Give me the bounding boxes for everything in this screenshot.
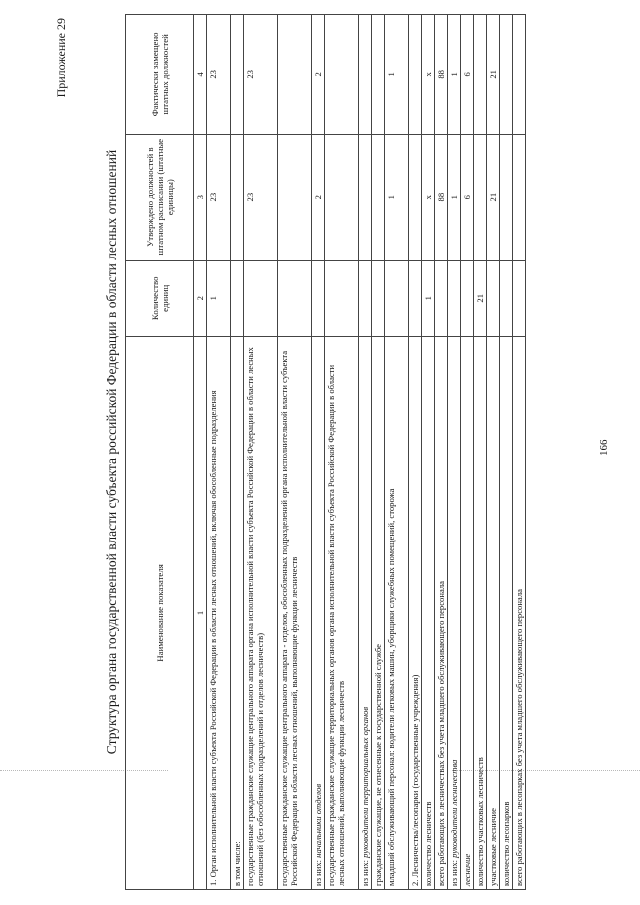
table-row [231, 15, 244, 890]
approved-cell [359, 134, 372, 260]
table-row [325, 15, 359, 890]
approved-cell: 23 [207, 134, 231, 260]
units-cell [435, 260, 448, 336]
units-cell [409, 260, 422, 336]
column-header: Фактически замещено штатных должностей [126, 15, 194, 135]
actual-cell: 23 [207, 15, 231, 135]
actual-cell [513, 15, 526, 135]
actual-cell [474, 15, 487, 135]
row-name: государственные гражданские служащие центрального аппарата - отделов, обособленных подразделений органа исполнительной власти субъекта Российской Федерации в области лесных отношений, выполняющие функции лесничеств [278, 336, 312, 889]
table-row [385, 15, 409, 890]
units-cell [312, 260, 325, 336]
page-title: Структура органа государственной власти субъекта российской Федерации в области лесных отношений [104, 149, 119, 755]
row-name-prefix: из них: [360, 857, 370, 886]
column-index: 4 [194, 15, 207, 135]
units-cell [500, 260, 513, 336]
units-cell [448, 260, 461, 336]
actual-cell: 6 [461, 15, 474, 135]
approved-cell: 21 [487, 134, 500, 260]
actual-cell [409, 15, 422, 135]
approved-cell [372, 134, 385, 260]
approved-cell [409, 134, 422, 260]
approved-cell: 1 [385, 134, 409, 260]
appendix-label: Приложение 29 [54, 18, 68, 98]
actual-cell: 1 [448, 15, 461, 135]
units-cell [513, 260, 526, 336]
approved-cell [474, 134, 487, 260]
row-name-prefix: из них: [449, 857, 459, 886]
row-name-prefix: из них: [313, 857, 323, 886]
row-name [312, 336, 325, 889]
actual-cell [500, 15, 513, 135]
column-header: Наименование показателя [126, 336, 194, 889]
row-name-italic: начальники отделов [313, 783, 323, 858]
units-cell [278, 260, 312, 336]
rotated-page [12, 12, 627, 892]
row-name: 2. Лесничества/лесопарки (государственные учреждения) [409, 336, 422, 889]
units-cell [325, 260, 359, 336]
actual-cell [325, 15, 359, 135]
row-name: количество участковых лесничеств [474, 336, 487, 889]
actual-cell: 23 [244, 15, 278, 135]
approved-cell [278, 134, 312, 260]
table-row [207, 15, 231, 890]
table-row [422, 15, 435, 890]
units-cell: 1 [207, 260, 231, 336]
approved-cell [231, 134, 244, 260]
row-name: в том числе: [231, 336, 244, 889]
table-row [312, 15, 325, 890]
actual-cell: 21 [487, 15, 500, 135]
row-name [448, 336, 461, 889]
row-name: гражданские служащие, не отнесенные к государственной службе [372, 336, 385, 889]
table-row [474, 15, 487, 890]
table-row [487, 15, 500, 890]
actual-cell: 1 [385, 15, 409, 135]
units-cell [359, 260, 372, 336]
table-row [372, 15, 385, 890]
units-cell [372, 260, 385, 336]
column-index: 2 [194, 260, 207, 336]
approved-cell: 2 [312, 134, 325, 260]
table-header-row [126, 15, 194, 890]
table-row [409, 15, 422, 890]
approved-cell: 6 [461, 134, 474, 260]
row-name [461, 336, 474, 889]
actual-cell [359, 15, 372, 135]
units-cell: 1 [422, 260, 435, 336]
actual-cell: 2 [312, 15, 325, 135]
row-name: всего работающих в лесопарках без учета младшего обслуживающего персонала [513, 336, 526, 889]
actual-cell [278, 15, 312, 135]
table-row [461, 15, 474, 890]
row-name-italic: руководители лесничества [449, 759, 459, 858]
page-number: 166 [598, 439, 610, 456]
row-name-italic: руководители территориальных органов [360, 706, 370, 858]
row-name [359, 336, 372, 889]
approved-cell: 88 [435, 134, 448, 260]
row-name: младший обслуживающий персонал: водители легковых машин, уборщики служебных помещений, сторожа [385, 336, 409, 889]
units-cell [487, 260, 500, 336]
table-row [435, 15, 448, 890]
row-name: 1. Орган исполнительной власти субъекта Российской Федерации в области лесных отношений, включая обособленные подразделения [207, 336, 231, 889]
approved-cell [513, 134, 526, 260]
row-name-italic: лесничие [462, 853, 472, 886]
approved-cell [325, 134, 359, 260]
table-row [500, 15, 513, 890]
actual-cell: 88 [435, 15, 448, 135]
approved-cell [500, 134, 513, 260]
row-name: участковые лесничие [487, 336, 500, 889]
forest-structure-table [125, 14, 526, 890]
units-cell: 21 [474, 260, 487, 336]
units-cell [231, 260, 244, 336]
table-row [513, 15, 526, 890]
table-row [448, 15, 461, 890]
table-row [244, 15, 278, 890]
column-index: 3 [194, 134, 207, 260]
actual-cell [372, 15, 385, 135]
approved-cell: 1 [448, 134, 461, 260]
row-name: государственные гражданские служащие центрального аппарата органа исполнительной власти субъекта Российской Федерации в области лесных отношений (без обособленных подразделений и отделов лесничеств) [244, 336, 278, 889]
row-name: количество лесничеств [422, 336, 435, 889]
column-index: 1 [194, 336, 207, 889]
units-cell [385, 260, 409, 336]
column-index-row [194, 15, 207, 890]
actual-cell: x [422, 15, 435, 135]
table-row [278, 15, 312, 890]
row-name: государственные гражданские служащие территориальных органов органа исполнительной власти субъекта Российской Федерации в области лесных отношений, выполняющие функции лесничеств [325, 336, 359, 889]
table-body [207, 15, 526, 890]
units-cell [244, 260, 278, 336]
row-name: всего работающих в лесничествах без учета младшего обслуживающего персонала [435, 336, 448, 889]
units-cell [461, 260, 474, 336]
approved-cell: x [422, 134, 435, 260]
row-name: количество лесопарков [500, 336, 513, 889]
column-header: Утверждено должностей в штатном расписании (штатные единицы) [126, 134, 194, 260]
column-header: Количество единиц [126, 260, 194, 336]
approved-cell: 23 [244, 134, 278, 260]
table-row [359, 15, 372, 890]
actual-cell [231, 15, 244, 135]
